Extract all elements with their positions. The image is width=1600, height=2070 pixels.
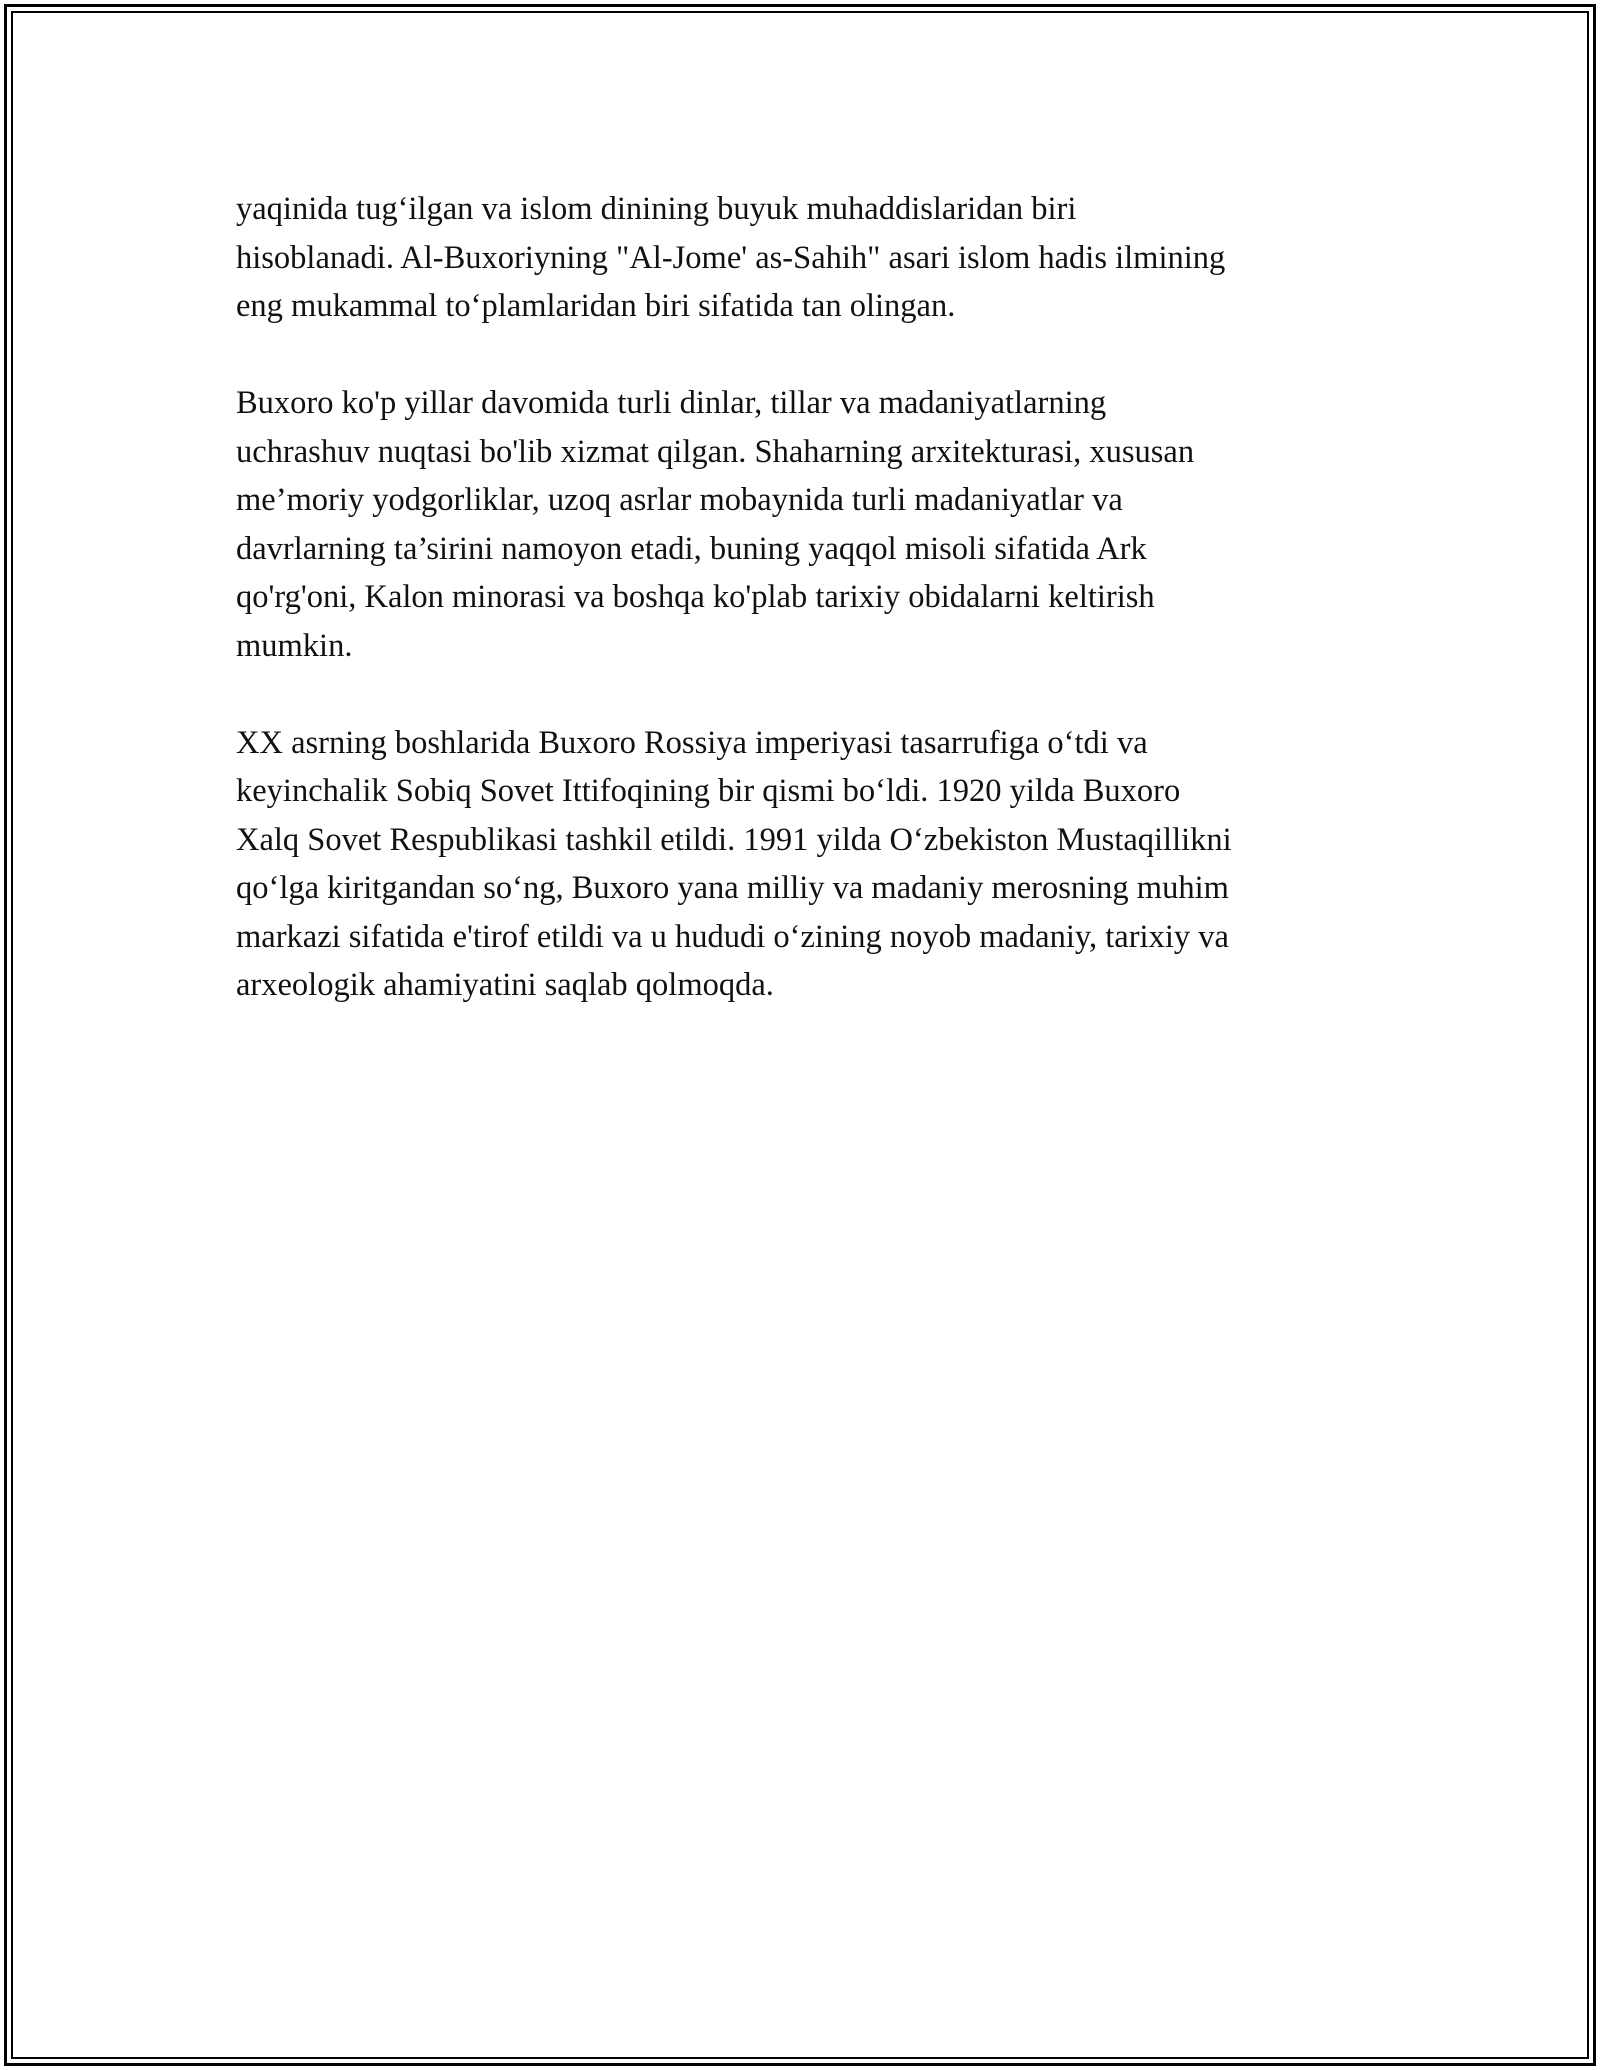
paragraph-3 [236,719,1366,1010]
paragraph-2-line-3: me’moriy yodgorliklar, uzoq asrlar mobaynida turli madaniyatlar va [236,482,1123,518]
paragraph-1 [236,185,1366,331]
paragraph-1-line-1: yaqinida tug‘ilgan va islom dinining buyuk muhaddislaridan biri [236,191,1077,227]
paragraph-2-line-2: uchrashuv nuqtasi bo'lib xizmat qilgan. Shaharning arxitekturasi, xususan [236,433,1195,470]
document-body [236,185,1366,1058]
paragraph-2-line-5: qo'rg'oni, Kalon minorasi va boshqa ko'plab tarixiy obidalarni keltirish [236,579,1155,615]
paragraph-2-line-1: Buxoro ko'p yillar davomida turli dinlar, tillar va madaniyatlarning [236,385,1107,421]
paragraph-3-line-4: qo‘lga kiritgandan so‘ng, Buxoro yana milliy va madaniy merosning muhim [236,870,1229,906]
paragraph-2-line-6: mumkin. [236,627,353,664]
paragraph-3-line-1: XX asrning boshlarida Buxoro Rossiya imperiyasi tasarrufiga o‘tdi va [236,724,1148,761]
paragraph-2 [236,379,1366,670]
paragraph-2-line-4: davrlarning ta’sirini namoyon etadi, buning yaqqol misoli sifatida Ark [236,530,1147,567]
paragraph-1-line-2: hisoblanadi. Al-Buxoriyning "Al-Jome' as-Sahih" asari islom hadis ilmining [236,239,1226,276]
paragraph-3-line-2: keyinchalik Sobiq Sovet Ittifoqining bir qismi bo‘ldi. 1920 yilda Buxoro [236,773,1181,809]
paragraph-3-line-5: markazi sifatida e'tirof etildi va u hududi o‘zining noyob madaniy, tarixiy va [236,918,1229,955]
paragraph-1-line-3: eng mukammal to‘plamlaridan biri sifatida tan olingan. [236,288,956,324]
paragraph-3-line-6: arxeologik ahamiyatini saqlab qolmoqda. [236,967,774,1003]
paragraph-3-line-3: Xalq Sovet Respublikasi tashkil etildi. 1991 yilda O‘zbekiston Mustaqillikni [236,821,1232,858]
